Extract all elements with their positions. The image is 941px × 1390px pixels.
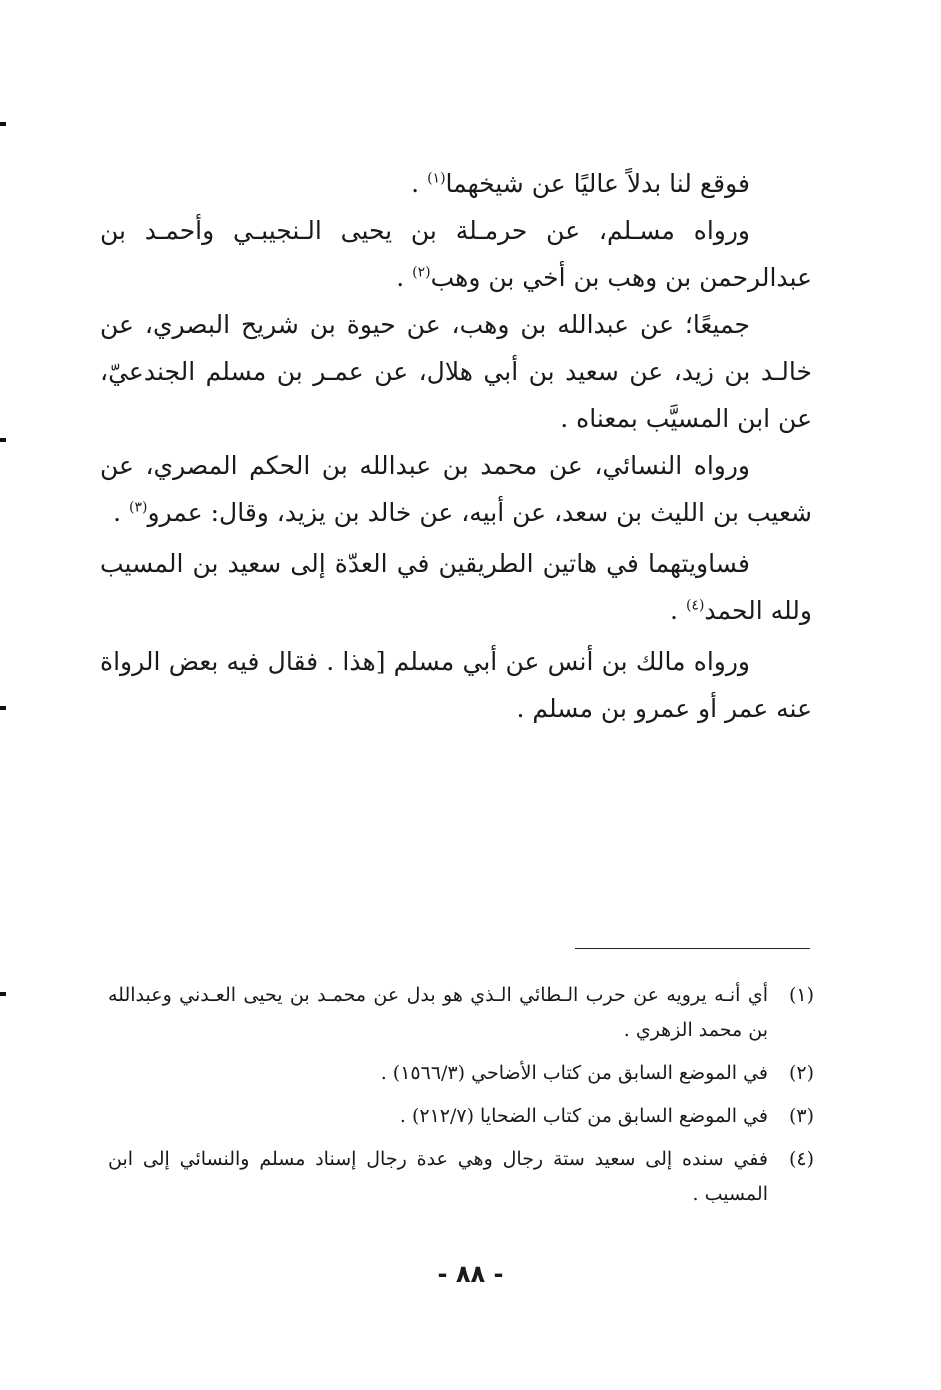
paragraph-text: ورواه مالك بن أنس عن أبي مسلم [هذا . فقال فيه بعض الرواة عنه عمر أو عمرو بن مسلم . xyxy=(100,647,812,723)
footnote-number: (١) xyxy=(788,984,814,1006)
paragraph-end: . xyxy=(113,498,129,527)
paragraph xyxy=(100,301,812,442)
footnote xyxy=(108,1099,814,1134)
margin-mark xyxy=(0,992,6,996)
footnotes xyxy=(108,978,814,1220)
footnote-number: (٣) xyxy=(788,1105,814,1127)
footnote-text: أي أنـه يرويه عن حرب الـطائي الـذي هو بدل عن محمـد بن يحيى العـدني وعبدالله بن محمد الزهري . xyxy=(108,984,768,1041)
paragraph-text: فساويتهما في هاتين الطريقين في العدّة إلى سعيد بن المسيب ولله الحمد xyxy=(100,549,812,625)
page-number: - ٨٨ - xyxy=(437,1260,504,1288)
footnote-text: ففي سنده إلى سعيد ستة رجال وهي عدة رجال إسناد مسلم والنسائي إلى ابن المسيب . xyxy=(108,1148,768,1205)
footnote-number: (٢) xyxy=(788,1062,814,1084)
margin-mark xyxy=(0,438,6,442)
footnote-ref: (٢) xyxy=(412,264,431,281)
margin-mark xyxy=(0,122,6,126)
margin-mark xyxy=(0,706,6,710)
paragraph-end: . xyxy=(396,263,413,292)
paragraph xyxy=(100,540,812,634)
footnote-number: (٤) xyxy=(788,1148,814,1170)
footnote xyxy=(108,1056,814,1091)
paragraph-text: جميعًا؛ عن عبدالله بن وهب، عن حيوة بن شريح البصري، عن خالـد بن زيد، عن سعيد بن أبي هلال، عن عمـر بن مسلم الجندعيّ، عن ابن المسيَّب بمعناه . xyxy=(100,310,812,433)
footnote-ref: (١) xyxy=(427,170,446,187)
footnote-separator xyxy=(575,948,810,949)
paragraph-text: ورواه مسـلم، عن حرمـلة بن يحيى الـنجيبـي وأحمـد بن عبدالرحمن بن وهب بن أخي بن وهب xyxy=(100,216,812,292)
paragraph xyxy=(100,638,812,732)
footnote xyxy=(108,978,814,1048)
paragraph-text: ورواه النسائي، عن محمد بن عبدالله بن الحكم المصري، عن شعيب بن الليث بن سعد، عن أبيه، عن خالد بن يزيد، وقال: عمرو xyxy=(100,451,812,527)
paragraph xyxy=(100,442,812,536)
footnote xyxy=(108,1142,814,1212)
footnote-ref: (٤) xyxy=(685,597,705,614)
paragraph-end: . xyxy=(411,169,428,198)
footnote-ref: (٣) xyxy=(128,499,148,516)
footnote-text: في الموضع السابق من كتاب الضحايا (٢١٢/٧) . xyxy=(399,1105,768,1127)
body-text xyxy=(100,160,812,732)
paragraph-text: فوقع لنا بدلاً عاليًا عن شيخهما xyxy=(445,169,750,198)
paragraph xyxy=(100,207,812,301)
paragraph xyxy=(100,160,812,207)
paragraph-end: . xyxy=(670,596,686,625)
footnote-text: في الموضع السابق من كتاب الأضاحي (١٥٦٦/٣) . xyxy=(380,1062,768,1084)
